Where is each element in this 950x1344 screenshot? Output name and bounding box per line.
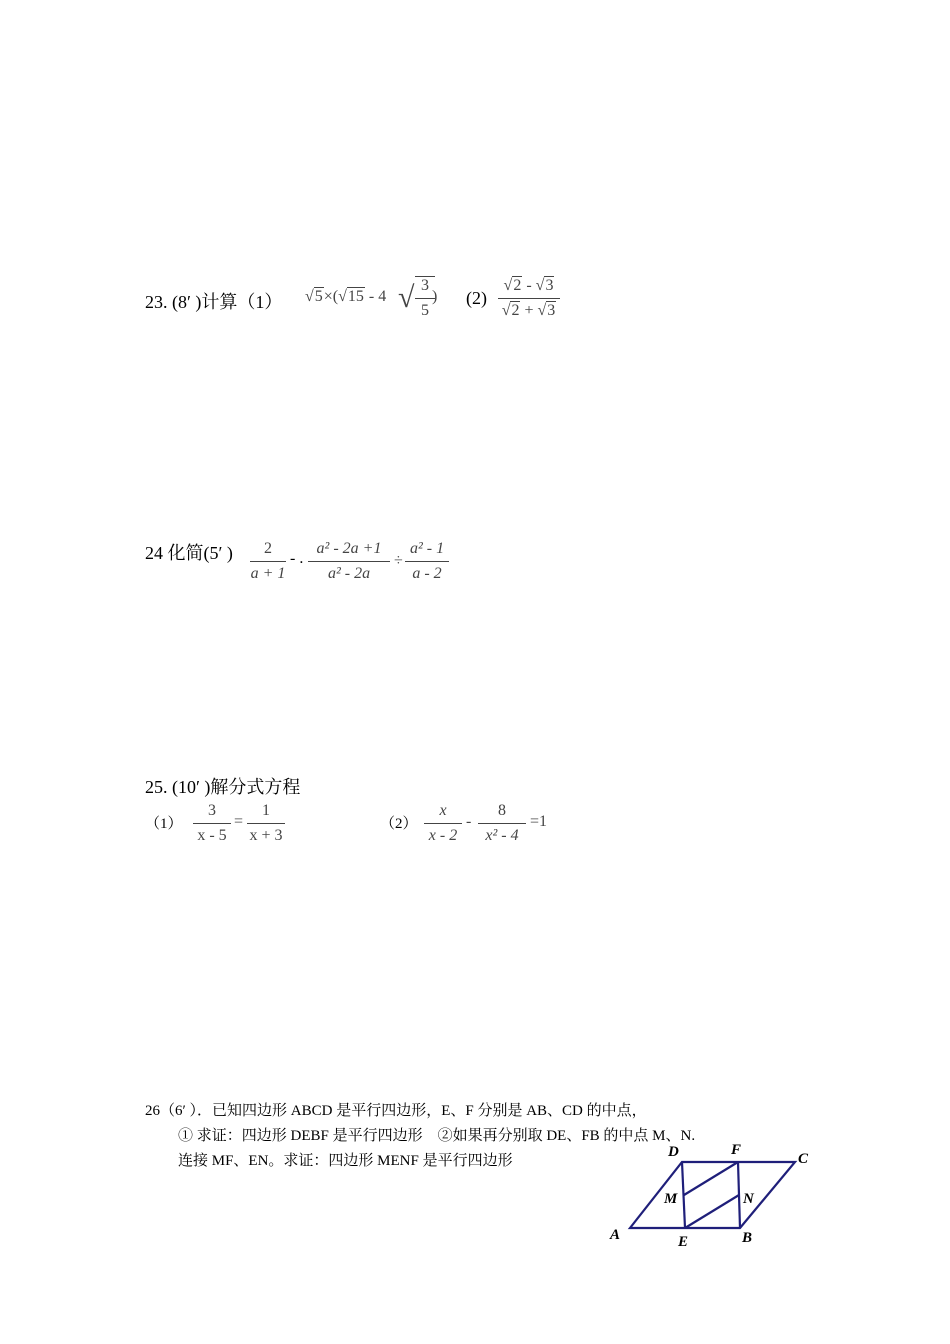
q24-fraction-1	[250, 540, 286, 583]
q25-p1-f2-num: 1	[262, 802, 270, 819]
parallelogram-figure	[600, 1135, 820, 1255]
q25-p2-f2-num: 8	[498, 802, 506, 819]
q24-f3-num: a² - 1	[409, 540, 445, 557]
q25-p2-op: -	[466, 813, 472, 830]
parallelogram-abcd	[630, 1162, 795, 1228]
q24-label: 24 化简(5′ )	[145, 543, 233, 563]
q26-line2: ① 求证：四边形 DEBF 是平行四边形 ②如果再分别取 DE、FB 的中点 M、N.	[178, 1128, 696, 1144]
q23-times: ×(	[323, 288, 339, 305]
q23-den-op: +	[520, 302, 538, 319]
q23-den-b: 3	[547, 302, 556, 319]
label-a: A	[610, 1227, 621, 1243]
q23-close: )	[432, 288, 438, 305]
segment-mf	[684, 1162, 738, 1195]
q25-p1-fraction-1	[193, 802, 231, 845]
q25-p1-eq: =	[234, 813, 244, 830]
q23-sqrt5: 5	[314, 288, 323, 305]
q26-line3: 连接 MF、EN。求证：四边形 MENF 是平行四边形	[178, 1153, 513, 1169]
q25-p2-f2-den: x² - 4	[485, 827, 519, 844]
q24-fraction-2	[308, 540, 390, 583]
q24-fraction-3	[405, 540, 449, 583]
label-c: C	[798, 1151, 809, 1167]
q24-f2-den: a² - 2a	[327, 565, 371, 582]
label-n: N	[743, 1191, 754, 1207]
q25-p1-f2-den: x + 3	[249, 827, 283, 844]
q24-f3-den: a - 2	[412, 565, 442, 582]
q23-minus4: - 4	[364, 288, 387, 305]
q23-expr2-fraction: √2 - √3 √2 + √3	[498, 277, 560, 320]
q23-den-a: 2	[511, 302, 520, 319]
q23-sqrt15: 15	[347, 288, 364, 305]
q23-big-radical: √	[398, 281, 415, 314]
label-d: D	[668, 1144, 679, 1160]
q23-label: 23. (8′ )计算（1）	[145, 292, 283, 312]
q25-p2-fraction-1	[424, 802, 462, 845]
q23-num-b: 3	[545, 277, 554, 294]
q25-p2-f1-den: x - 2	[428, 827, 458, 844]
q24-f2-num: a² - 2a +1	[316, 540, 382, 557]
q25-p2-fraction-2	[478, 802, 526, 845]
q25-p1-f1-den: x - 5	[197, 827, 227, 844]
q23-frac-den: 5	[421, 302, 429, 319]
label-f: F	[731, 1142, 742, 1158]
label-m: M	[664, 1191, 678, 1207]
q23-num-op: -	[522, 277, 536, 294]
label-e: E	[678, 1234, 689, 1250]
q23-num-a: 2	[513, 277, 522, 294]
q24-op2: ÷	[394, 552, 403, 569]
q23-expr1: √5×(√15 - 4	[305, 288, 387, 305]
q25-p2-label: （2）	[380, 816, 418, 832]
q24-op1: - .	[290, 550, 304, 567]
q23-part2-label: (2)	[466, 288, 487, 308]
label-b: B	[742, 1230, 753, 1246]
q25-label: 25. (10′ )解分式方程	[145, 777, 301, 797]
q24-f1-num: 2	[264, 540, 272, 557]
q25-p2-eq: =1	[530, 813, 548, 830]
q25-p2-f1-num: x	[439, 802, 447, 819]
q25-p1-fraction-2	[247, 802, 285, 845]
q24-f1-den: a + 1	[250, 565, 286, 582]
q25-p1-label: （1）	[145, 816, 183, 832]
q26-line1: 26（6′ ）．已知四边形 ABCD 是平行四边形，E、F 分别是 AB、CD 的中点，	[145, 1103, 647, 1119]
segment-en	[685, 1195, 739, 1228]
q23-frac-num: 3	[421, 277, 429, 294]
q25-p1-f1-num: 3	[208, 802, 216, 819]
